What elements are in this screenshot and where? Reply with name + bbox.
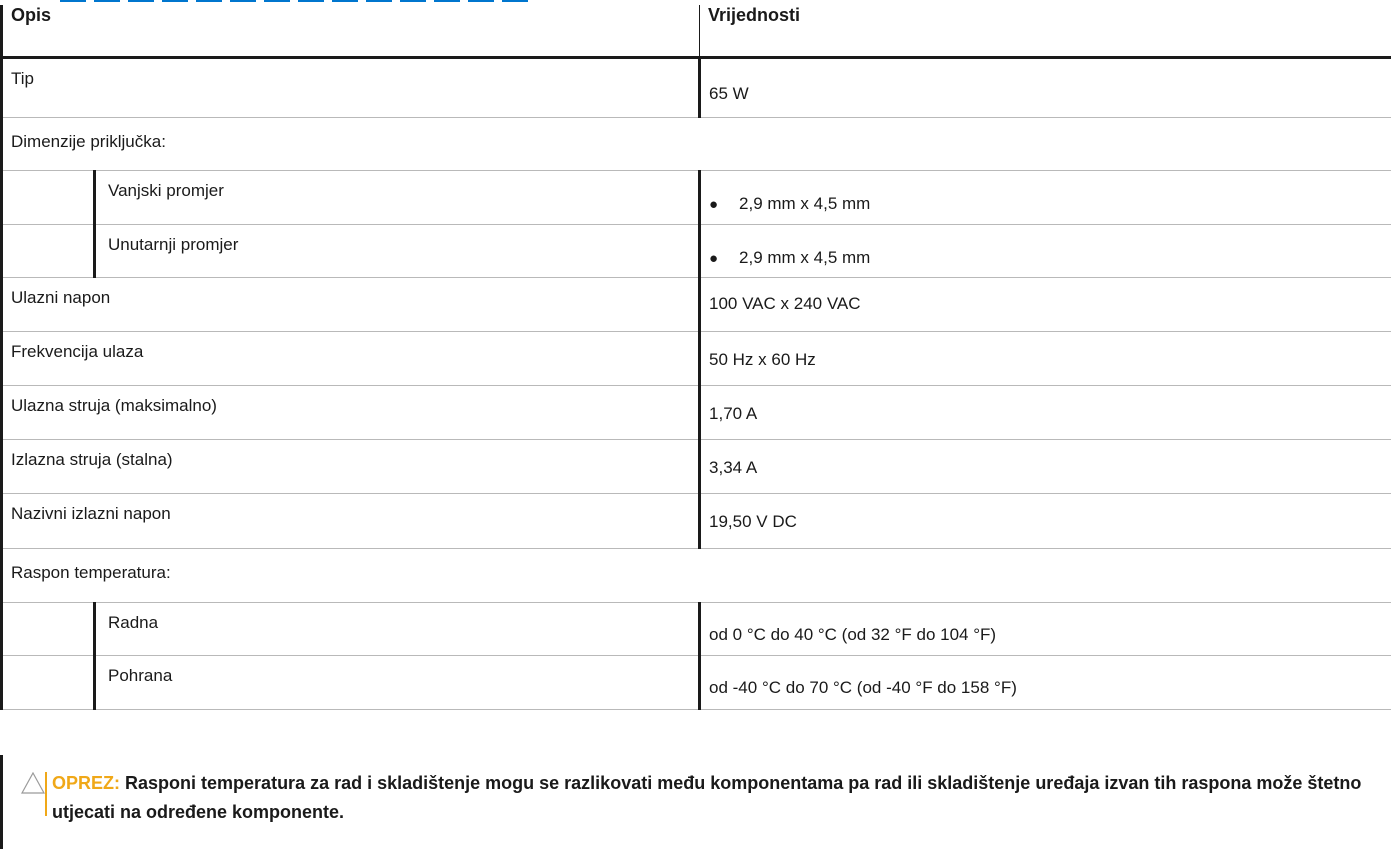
row-value [700, 171, 1391, 225]
header-vrijednosti: Vrijednosti [700, 5, 1391, 58]
table-row [2, 225, 1391, 278]
indent-cell [2, 171, 95, 225]
row-value-text: 2,9 mm x 4,5 mm [739, 194, 871, 213]
row-desc: Radna [95, 603, 700, 656]
row-desc: Izlazna struja (stalna) [2, 440, 700, 494]
bullet-icon: ● [709, 196, 719, 213]
caution-note [0, 755, 1391, 849]
table-row [2, 656, 1391, 710]
warning-triangle-icon [21, 772, 45, 794]
bullet-icon: ● [709, 250, 719, 267]
table-row [2, 494, 1391, 549]
power-adapter-spec-table [0, 5, 1391, 710]
row-desc: Pohrana [95, 656, 700, 710]
table-row [2, 332, 1391, 386]
header-opis: Opis [2, 5, 700, 58]
section-title: Raspon temperatura: [2, 549, 1391, 603]
row-value: 50 Hz x 60 Hz [700, 332, 1391, 386]
caution-body: Rasponi temperatura za rad i skladištenje mogu se razlikovati među komponentama pa rad ili skladištenje uređaja izvan tih raspona može štetno utjecati na određene komponente. [52, 773, 1362, 822]
row-desc: Ulazna struja (maksimalno) [2, 386, 700, 440]
row-desc: Tip [2, 58, 700, 118]
row-desc: Vanjski promjer [95, 171, 700, 225]
indent-cell [2, 603, 95, 656]
table-header-row [2, 5, 1391, 58]
indent-cell [2, 225, 95, 278]
section-title: Dimenzije priključka: [2, 118, 1391, 171]
caution-accent-bar [45, 772, 47, 816]
table-row [2, 58, 1391, 118]
row-desc: Nazivni izlazni napon [2, 494, 700, 549]
caution-label: OPREZ: [52, 773, 121, 793]
caution-text [52, 769, 1372, 827]
row-value: 19,50 V DC [700, 494, 1391, 549]
row-value: 100 VAC x 240 VAC [700, 278, 1391, 332]
row-value: od -40 °C do 70 °C (od -40 °F do 158 °F) [700, 656, 1391, 710]
cropped-heading [0, 0, 1391, 4]
row-desc: Frekvencija ulaza [2, 332, 700, 386]
row-value: od 0 °C do 40 °C (od 32 °F do 104 °F) [700, 603, 1391, 656]
table-row [2, 386, 1391, 440]
table-row [2, 171, 1391, 225]
table-row [2, 440, 1391, 494]
row-value: 1,70 A [700, 386, 1391, 440]
row-value [700, 225, 1391, 278]
row-value: 3,34 A [700, 440, 1391, 494]
table-row [2, 278, 1391, 332]
table-row [2, 603, 1391, 656]
row-value-text: 2,9 mm x 4,5 mm [739, 248, 871, 267]
row-desc: Ulazni napon [2, 278, 700, 332]
section-row [2, 118, 1391, 171]
row-desc: Unutarnji promjer [95, 225, 700, 278]
indent-cell [2, 656, 95, 710]
row-value: 65 W [700, 58, 1391, 118]
section-row [2, 549, 1391, 603]
